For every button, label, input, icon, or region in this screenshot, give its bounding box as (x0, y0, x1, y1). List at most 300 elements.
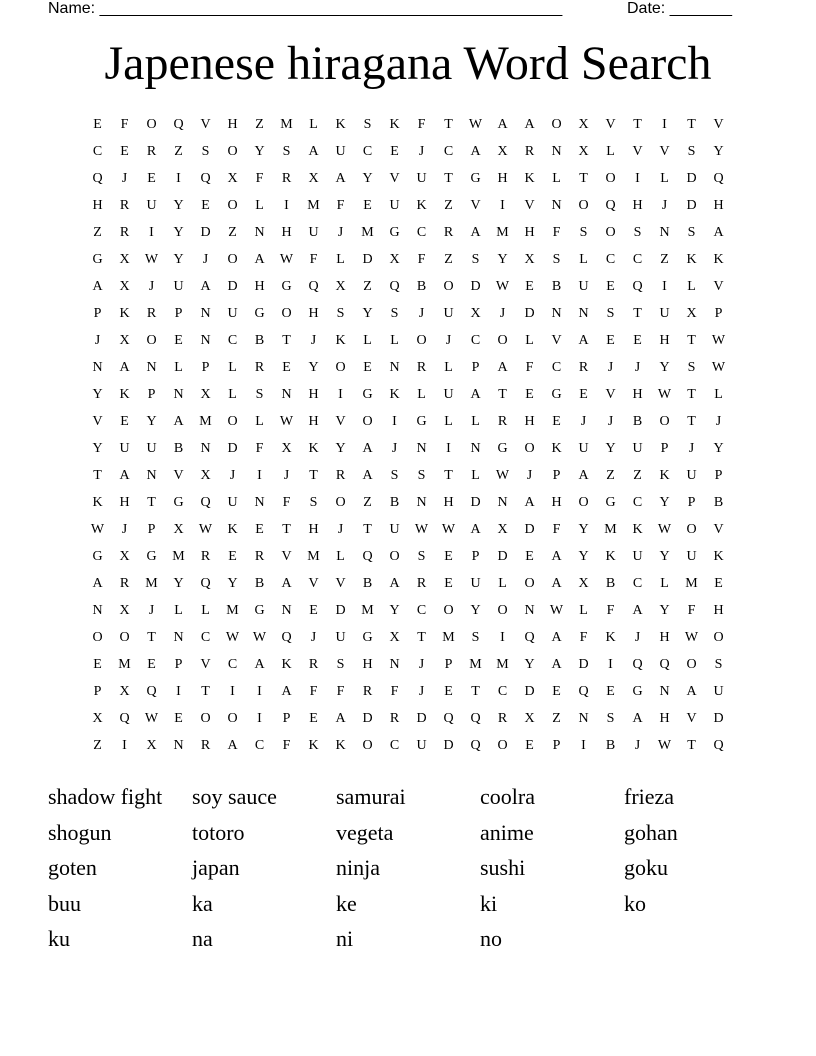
grid-letter: X (389, 251, 400, 267)
grid-letter: V (659, 143, 670, 159)
grid-letter: M (172, 548, 185, 564)
grid-letter: Q (470, 710, 481, 726)
grid-letter: O (200, 710, 211, 726)
grid-letter: O (551, 116, 562, 132)
grid-letter: K (92, 494, 103, 510)
grid-letter: E (174, 710, 183, 726)
grid-letter: E (390, 143, 399, 159)
grid-letter: W (549, 602, 564, 618)
grid-letter: C (416, 224, 427, 240)
grid-letter: S (201, 143, 210, 159)
grid-letter: L (174, 602, 183, 618)
grid-letter: V (605, 116, 616, 132)
grid-letter: D (362, 710, 373, 726)
grid-letter: M (118, 656, 131, 672)
grid-letter: G (281, 278, 292, 294)
grid-letter: H (659, 629, 670, 645)
grid-letter: K (551, 440, 562, 456)
grid-letter: W (684, 629, 699, 645)
grid-letter: A (578, 467, 589, 483)
grid-letter: L (201, 602, 210, 618)
grid-letter: E (93, 656, 102, 672)
grid-letter: T (282, 521, 291, 537)
grid-letter: U (578, 440, 589, 456)
grid-letter: V (551, 332, 562, 348)
grid-letter: N (281, 602, 292, 618)
grid-letter: Z (606, 467, 615, 483)
grid-letter: I (122, 737, 127, 753)
grid-letter: I (662, 116, 667, 132)
grid-letter: A (92, 575, 103, 591)
grid-letter: G (362, 629, 373, 645)
grid-letter: J (526, 467, 533, 483)
grid-letter: V (200, 116, 211, 132)
grid-letter: O (578, 197, 589, 213)
grid-letter: N (659, 683, 670, 699)
grid-letter: T (687, 413, 696, 429)
grid-letter: J (634, 359, 641, 375)
grid-letter: K (713, 251, 724, 267)
grid-letter: T (363, 521, 372, 537)
grid-letter: A (551, 575, 562, 591)
grid-letter: Y (92, 386, 103, 402)
grid-letter: A (551, 629, 562, 645)
grid-letter: F (390, 683, 399, 699)
grid-letter: P (471, 548, 480, 564)
grid-letter: X (497, 521, 508, 537)
grid-letter: R (308, 656, 319, 672)
grid-letter: E (444, 575, 453, 591)
grid-letter: L (552, 170, 561, 186)
grid-letter: U (470, 575, 481, 591)
grid-letter: U (416, 737, 427, 753)
grid-letter: I (392, 413, 397, 429)
grid-letter: J (418, 305, 425, 321)
grid-letter: L (309, 116, 318, 132)
grid-letter: I (257, 683, 262, 699)
grid-letter: S (390, 305, 399, 321)
grid-letter: G (389, 224, 400, 240)
grid-letter: H (227, 116, 238, 132)
grid-letter: J (688, 440, 695, 456)
grid-letter: A (551, 548, 562, 564)
grid-letter: I (176, 683, 181, 699)
grid-letter: N (92, 359, 103, 375)
word-list-item: japan (192, 855, 240, 880)
word-list-item: na (192, 926, 213, 951)
grid-letter: Q (200, 494, 211, 510)
grid-letter: T (633, 305, 642, 321)
grid-letter: K (227, 521, 238, 537)
grid-letter: W (441, 521, 456, 537)
grid-letter: A (254, 251, 265, 267)
grid-letter: F (309, 251, 318, 267)
word-list-item: sushi (480, 855, 526, 880)
word-list-item: shogun (48, 819, 112, 845)
grid-letter: W (225, 629, 240, 645)
grid-letter: N (470, 440, 481, 456)
grid-letter: U (443, 386, 454, 402)
grid-letter: O (713, 629, 724, 645)
grid-letter: N (389, 656, 400, 672)
grid-letter: X (200, 386, 211, 402)
grid-letter: Z (363, 278, 372, 294)
grid-letter: U (308, 224, 319, 240)
grid-letter: K (308, 737, 319, 753)
grid-letter: L (579, 602, 588, 618)
grid-letter: O (443, 602, 454, 618)
grid-letter: L (687, 278, 696, 294)
grid-letter: R (443, 224, 454, 240)
grid-letter: D (713, 710, 724, 726)
grid-letter: X (308, 170, 319, 186)
grid-letter: L (606, 143, 615, 159)
header-line (48, 0, 748, 20)
grid-letter: J (445, 332, 452, 348)
grid-letter: S (336, 305, 345, 321)
grid-letter: D (497, 548, 508, 564)
grid-letter: R (119, 197, 130, 213)
grid-letter: B (605, 575, 616, 591)
grid-letter: W (252, 629, 267, 645)
grid-letter: J (418, 656, 425, 672)
grid-letter: U (173, 278, 184, 294)
grid-letter: I (608, 656, 613, 672)
grid-letter: V (713, 278, 724, 294)
grid-letter: T (444, 170, 453, 186)
grid-letter: A (200, 278, 211, 294)
grid-letter: V (92, 413, 103, 429)
grid-letter: E (282, 359, 291, 375)
grid-letter: U (578, 278, 589, 294)
grid-letter: E (174, 332, 183, 348)
grid-letter: K (632, 521, 643, 537)
grid-letter: K (335, 737, 346, 753)
grid-letter: R (335, 467, 346, 483)
grid-letter: Y (578, 521, 589, 537)
grid-letter: E (579, 386, 588, 402)
grid-letter: E (633, 332, 642, 348)
grid-letter: W (198, 521, 213, 537)
grid-letter: A (524, 494, 535, 510)
grid-letter: P (444, 656, 453, 672)
grid-letter: L (228, 386, 237, 402)
grid-letter: H (308, 305, 319, 321)
grid-letter: F (606, 602, 615, 618)
grid-letter: B (254, 575, 265, 591)
grid-letter: H (524, 224, 535, 240)
grid-letter: J (337, 224, 344, 240)
grid-letter: H (713, 197, 724, 213)
grid-letter: W (90, 521, 105, 537)
grid-letter: Y (605, 440, 616, 456)
grid-letter: N (416, 440, 427, 456)
grid-letter: H (632, 386, 643, 402)
grid-letter: U (443, 305, 454, 321)
grid-letter: U (389, 197, 400, 213)
grid-letter: C (497, 683, 508, 699)
grid-letter: X (227, 170, 238, 186)
grid-letter: J (580, 413, 587, 429)
grid-letter: E (363, 359, 372, 375)
word-list-item: totoro (192, 819, 245, 845)
grid-letter: Q (578, 683, 589, 699)
grid-letter: C (443, 143, 454, 159)
grid-letter: K (605, 548, 616, 564)
grid-letter: L (525, 332, 534, 348)
grid-letter: X (578, 116, 589, 132)
grid-letter: R (254, 548, 265, 564)
grid-letter: W (495, 278, 510, 294)
grid-letter: C (389, 737, 400, 753)
word-list-item: vegeta (336, 819, 394, 845)
grid-letter: L (471, 467, 480, 483)
grid-letter: Y (173, 575, 184, 591)
grid-letter: A (362, 440, 373, 456)
grid-letter: Y (659, 548, 670, 564)
grid-letter: V (335, 413, 346, 429)
grid-letter: Q (92, 170, 103, 186)
grid-letter: B (254, 332, 265, 348)
grid-letter: Q (632, 656, 643, 672)
grid-letter: M (145, 575, 158, 591)
grid-letter: Q (146, 683, 157, 699)
grid-letter: Y (578, 548, 589, 564)
grid-letter: K (524, 170, 535, 186)
grid-letter: T (687, 116, 696, 132)
grid-letter: X (335, 278, 346, 294)
grid-letter: Y (389, 602, 400, 618)
grid-letter: X (389, 629, 400, 645)
grid-letter: N (524, 602, 535, 618)
grid-letter: K (389, 116, 400, 132)
grid-letter: N (146, 467, 157, 483)
grid-letter: P (660, 440, 669, 456)
grid-letter: B (362, 575, 373, 591)
name-field-label[interactable]: Name: ____________________________________________________ (48, 0, 563, 17)
grid-letter: A (389, 575, 400, 591)
grid-letter: O (227, 710, 238, 726)
grid-letter: O (227, 143, 238, 159)
grid-letter: T (687, 386, 696, 402)
grid-letter: T (498, 386, 507, 402)
grid-letter: L (498, 575, 507, 591)
grid-letter: N (389, 359, 400, 375)
grid-letter: E (444, 683, 453, 699)
grid-letter: T (579, 170, 588, 186)
grid-letter: M (361, 602, 374, 618)
grid-letter: Z (444, 251, 453, 267)
word-list-item: ke (336, 890, 357, 916)
grid-letter: L (363, 332, 372, 348)
grid-letter: P (552, 737, 561, 753)
grid-letter: E (201, 197, 210, 213)
grid-letter: U (146, 440, 157, 456)
grid-letter: V (470, 197, 481, 213)
grid-letter: Q (632, 278, 643, 294)
word-list-item: buu (48, 890, 81, 916)
grid-letter: P (714, 467, 723, 483)
grid-letter: F (282, 737, 291, 753)
date-field-label[interactable]: Date: _______ (627, 0, 732, 17)
grid-letter: R (497, 413, 508, 429)
grid-letter: K (686, 251, 697, 267)
grid-letter: L (714, 386, 723, 402)
grid-letter: V (389, 170, 400, 186)
grid-letter: E (444, 548, 453, 564)
grid-letter: A (335, 710, 346, 726)
grid-letter: O (362, 413, 373, 429)
grid-letter: D (470, 494, 481, 510)
grid-letter: R (524, 143, 535, 159)
grid-letter: Y (335, 440, 346, 456)
grid-letter: E (147, 656, 156, 672)
grid-letter: Y (659, 359, 670, 375)
grid-letter: B (713, 494, 724, 510)
word-list-item: goten (48, 855, 97, 880)
grid-letter: A (308, 143, 319, 159)
grid-letter: F (552, 224, 561, 240)
grid-letter: R (146, 305, 157, 321)
grid-letter: L (471, 413, 480, 429)
grid-letter: H (659, 332, 670, 348)
grid-letter: Y (173, 251, 184, 267)
grid-letter: C (470, 332, 481, 348)
grid-letter: H (281, 224, 292, 240)
grid-letter: O (92, 629, 103, 645)
grid-letter: O (362, 737, 373, 753)
grid-letter: K (659, 467, 670, 483)
grid-letter: A (497, 116, 508, 132)
grid-letter: X (686, 305, 697, 321)
grid-letter: Y (173, 224, 184, 240)
grid-letter: X (524, 710, 535, 726)
grid-letter: M (469, 656, 482, 672)
grid-letter: P (201, 359, 210, 375)
grid-letter: Q (605, 197, 616, 213)
grid-letter: V (335, 575, 346, 591)
grid-letter: T (633, 116, 642, 132)
grid-letter: A (227, 737, 238, 753)
grid-letter: S (417, 548, 426, 564)
grid-letter: J (148, 278, 155, 294)
grid-letter: A (497, 359, 508, 375)
grid-letter: O (605, 224, 616, 240)
grid-letter: V (281, 548, 292, 564)
grid-letter: Q (281, 629, 292, 645)
grid-letter: Q (713, 737, 724, 753)
grid-letter: H (254, 278, 265, 294)
grid-letter: X (119, 332, 130, 348)
grid-letter: R (416, 575, 427, 591)
word-list-item: ninja (336, 855, 380, 880)
grid-letter: C (632, 494, 643, 510)
word-list-item: anime (480, 819, 534, 845)
grid-letter: O (146, 116, 157, 132)
grid-letter: J (121, 521, 128, 537)
grid-letter: G (92, 548, 103, 564)
grid-letter: Y (308, 359, 319, 375)
grid-letter: E (309, 602, 318, 618)
grid-letter: O (146, 332, 157, 348)
grid-letter: J (499, 305, 506, 321)
grid-letter: J (94, 332, 101, 348)
grid-letter: B (416, 278, 427, 294)
grid-letter: I (662, 278, 667, 294)
grid-letter: X (119, 602, 130, 618)
grid-letter: F (417, 251, 426, 267)
grid-letter: K (281, 656, 292, 672)
grid-letter: L (660, 575, 669, 591)
grid-letter: Y (713, 143, 724, 159)
grid-letter: L (255, 197, 264, 213)
word-list-item: coolra (480, 784, 535, 809)
grid-letter: X (524, 251, 535, 267)
grid-letter: H (443, 494, 454, 510)
grid-letter: M (307, 197, 320, 213)
grid-letter: E (525, 548, 534, 564)
grid-letter: O (227, 413, 238, 429)
grid-letter: Z (660, 251, 669, 267)
grid-letter: W (144, 251, 159, 267)
grid-letter: N (551, 197, 562, 213)
grid-letter: T (93, 467, 102, 483)
grid-letter: G (362, 386, 373, 402)
grid-letter: A (281, 683, 292, 699)
grid-letter: Y (92, 440, 103, 456)
grid-letter: U (416, 170, 427, 186)
grid-letter: O (119, 629, 130, 645)
grid-letter: I (257, 710, 262, 726)
grid-letter: J (148, 602, 155, 618)
grid-letter: I (284, 197, 289, 213)
grid-letter: P (93, 305, 102, 321)
grid-letter: O (578, 494, 589, 510)
grid-letter: M (442, 629, 455, 645)
grid-letter: N (578, 305, 589, 321)
grid-letter: A (578, 332, 589, 348)
grid-letter: U (335, 143, 346, 159)
grid-letter: U (632, 548, 643, 564)
grid-letter: I (446, 440, 451, 456)
grid-letter: U (713, 683, 724, 699)
grid-letter: U (227, 494, 238, 510)
grid-letter: X (497, 143, 508, 159)
grid-letter: T (147, 629, 156, 645)
grid-letter: Y (659, 494, 670, 510)
grid-letter: S (309, 494, 318, 510)
grid-letter: E (147, 170, 156, 186)
grid-letter: L (444, 413, 453, 429)
grid-letter: O (443, 278, 454, 294)
grid-letter: W (657, 386, 672, 402)
grid-letter: A (632, 602, 643, 618)
grid-letter: F (579, 629, 588, 645)
grid-letter: O (686, 521, 697, 537)
grid-letter: O (524, 440, 535, 456)
grid-letter: M (604, 521, 617, 537)
grid-letter: N (200, 332, 211, 348)
grid-letter: S (633, 224, 642, 240)
grid-letter: O (281, 305, 292, 321)
grid-letter: H (362, 656, 373, 672)
grid-letter: J (634, 737, 641, 753)
letter-grid (84, 111, 732, 759)
grid-letter: H (632, 197, 643, 213)
grid-letter: K (335, 116, 346, 132)
grid-letter: B (632, 413, 643, 429)
grid-letter: L (417, 386, 426, 402)
